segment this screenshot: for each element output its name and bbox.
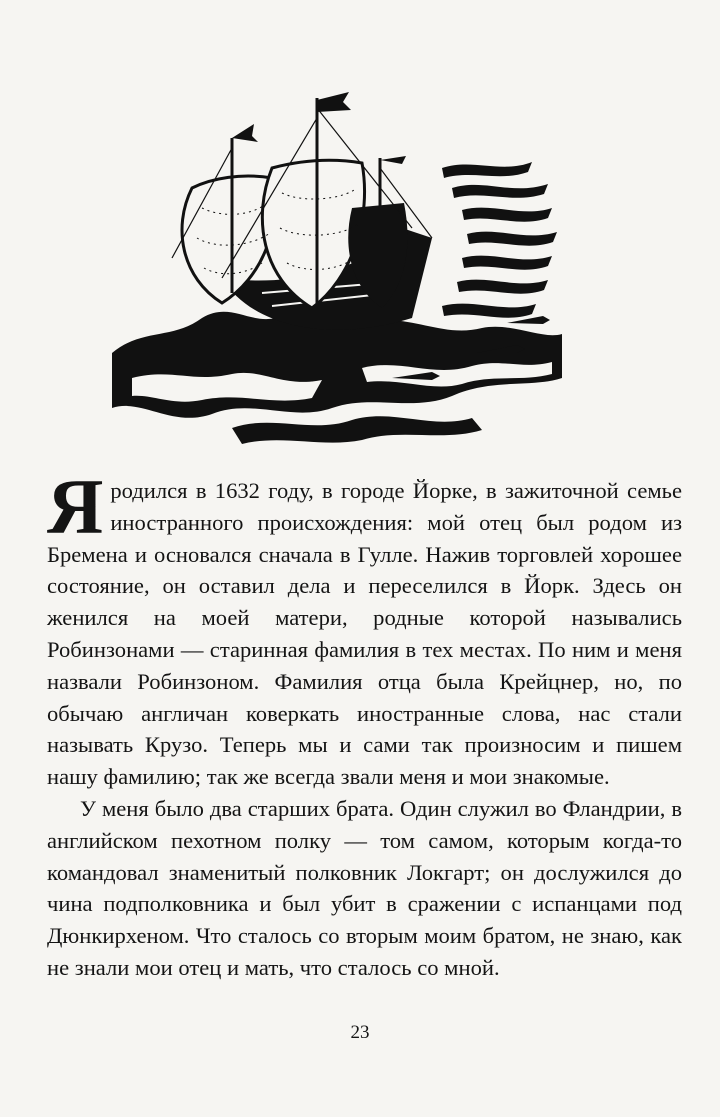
main-text	[47, 463, 682, 984]
sailing-ship-illustration	[112, 78, 562, 448]
page-number: 23	[350, 1022, 370, 1043]
paragraph-2: У меня было два старших брата. Один служил во Фландрии, в английском пехотном полку — том самом, которым когда-то командовал знаменитый полковник Локгарт; он дослужился до чина подполковника и был убит в сражении с испанцами под Дюнкирхеном. Что сталось со вторым моим братом, не знаю, как не знали мои отец и мать, что сталось со мной.	[47, 795, 682, 980]
paragraph-1	[47, 463, 682, 793]
drop-cap: Я	[47, 463, 104, 550]
paragraph-1-text: родился в 1632 году, в городе Йорке, в зажиточной семье иностранного происхождения: мой отец был родом из Бремена и основался сначала в Гулле. Нажив торговлей хорошее состояние, он оставил дела и переселился в Йорк. Здесь он женился на моей матери, родные которой назывались Робинзонами — старинная фамилия в тех местах. По ним и меня назвали Робинзоном. Фамилия отца была Крейцнер, но, по обычаю англичан коверкать иностранные слова, нас стали называть Крузо. Теперь мы и сами так произносим и пишем нашу фамилию; так же всегда звали меня и мои знакомые.	[47, 478, 682, 790]
